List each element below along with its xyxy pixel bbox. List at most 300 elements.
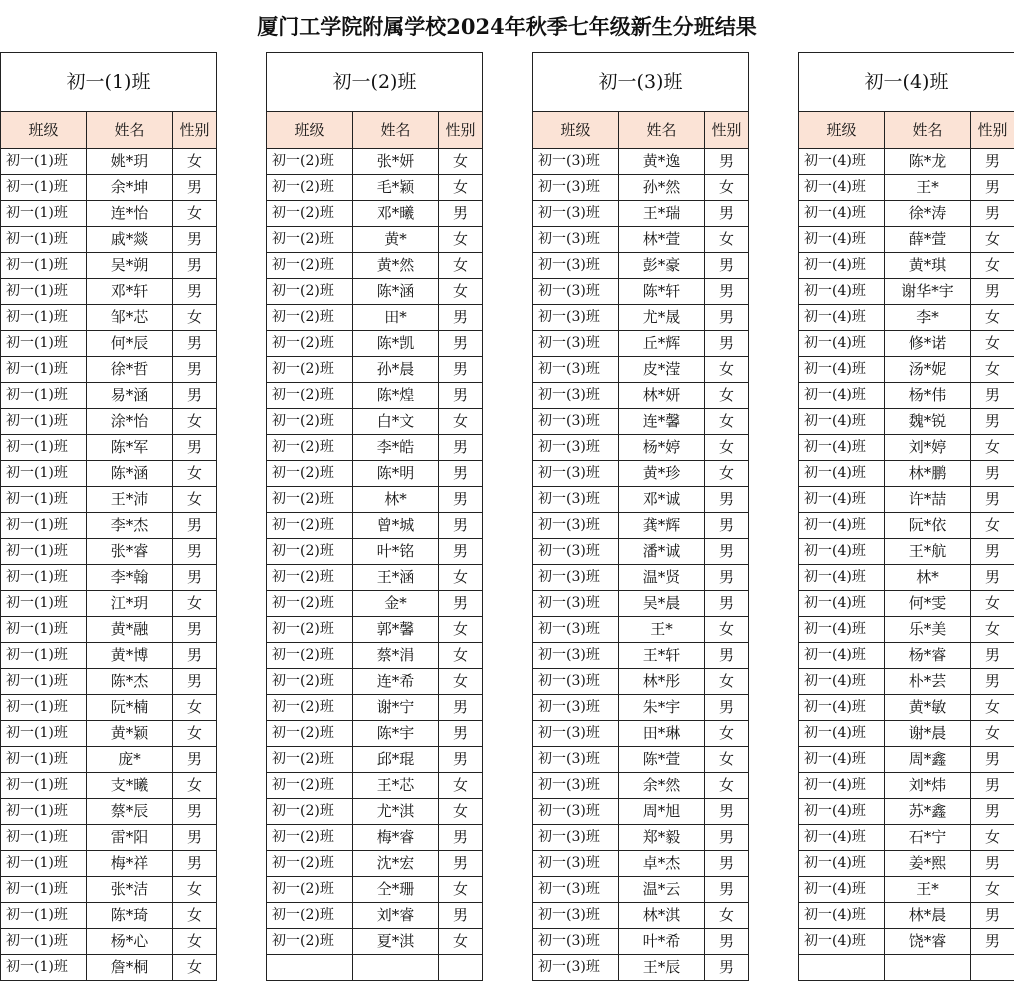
cell-class: 初一(3)班 — [533, 383, 619, 409]
table-row — [1, 331, 217, 357]
cell-class: 初一(4)班 — [799, 903, 885, 929]
table-row — [799, 305, 1014, 331]
cell-class: 初一(1)班 — [1, 149, 87, 175]
table-row — [799, 773, 1014, 799]
cell-class: 初一(4)班 — [799, 617, 885, 643]
cell-gender: 女 — [705, 721, 749, 747]
cell-class: 初一(2)班 — [267, 591, 353, 617]
cell-class: 初一(2)班 — [267, 929, 353, 955]
table-row — [267, 279, 483, 305]
table-row — [267, 149, 483, 175]
cell-gender: 女 — [439, 227, 483, 253]
table-row — [1, 227, 217, 253]
cell-class: 初一(1)班 — [1, 461, 87, 487]
cell-name: 梅*睿 — [353, 825, 439, 851]
cell-gender: 女 — [705, 383, 749, 409]
cell-gender: 男 — [439, 357, 483, 383]
cell-class: 初一(1)班 — [1, 435, 87, 461]
cell-name: 连*希 — [353, 669, 439, 695]
cell-class: 初一(4)班 — [799, 331, 885, 357]
cell-name: 戚*燚 — [87, 227, 173, 253]
cell-class: 初一(2)班 — [267, 643, 353, 669]
table-row — [267, 773, 483, 799]
cell-name: 姚*玥 — [87, 149, 173, 175]
cell-class: 初一(3)班 — [533, 903, 619, 929]
table-row — [799, 461, 1014, 487]
table-row — [799, 955, 1014, 981]
table-row — [799, 929, 1014, 955]
cell-name: 叶*希 — [619, 929, 705, 955]
cell-class: 初一(3)班 — [533, 773, 619, 799]
cell-name: 丘*辉 — [619, 331, 705, 357]
table-row — [533, 253, 749, 279]
table-row — [267, 461, 483, 487]
cell-name: 乐*美 — [885, 617, 971, 643]
cell-gender: 女 — [439, 409, 483, 435]
table-row — [267, 695, 483, 721]
cell-gender: 男 — [439, 487, 483, 513]
cell-name: 林*彤 — [619, 669, 705, 695]
class-table — [798, 52, 1014, 981]
cell-class: 初一(2)班 — [267, 409, 353, 435]
cell-class: 初一(4)班 — [799, 461, 885, 487]
cell-name: 梅*祥 — [87, 851, 173, 877]
cell-gender: 男 — [705, 331, 749, 357]
cell-name: 阮*楠 — [87, 695, 173, 721]
table-row — [267, 721, 483, 747]
table-row — [799, 513, 1014, 539]
cell-name: 连*馨 — [619, 409, 705, 435]
cell-class: 初一(4)班 — [799, 305, 885, 331]
table-row — [799, 877, 1014, 903]
table-row — [1, 461, 217, 487]
cell-name: 林*淇 — [619, 903, 705, 929]
cell-class: 初一(1)班 — [1, 513, 87, 539]
cell-name: 陈*杰 — [87, 669, 173, 695]
cell-class: 初一(3)班 — [533, 279, 619, 305]
column-header-gender: 性别 — [439, 112, 483, 149]
cell-gender: 女 — [173, 201, 217, 227]
cell-name: 孙*晨 — [353, 357, 439, 383]
table-row — [533, 721, 749, 747]
cell-gender: 男 — [173, 565, 217, 591]
cell-class: 初一(3)班 — [533, 825, 619, 851]
cell-class: 初一(3)班 — [533, 721, 619, 747]
table-row — [267, 617, 483, 643]
cell-name: 杨*婷 — [619, 435, 705, 461]
table-row — [1, 409, 217, 435]
cell-name: 沈*宏 — [353, 851, 439, 877]
table-row — [799, 565, 1014, 591]
cell-class: 初一(3)班 — [533, 747, 619, 773]
cell-name: 潘*诚 — [619, 539, 705, 565]
table-row — [1, 643, 217, 669]
column-header-gender: 性别 — [173, 112, 217, 149]
cell-class: 初一(3)班 — [533, 695, 619, 721]
cell-gender: 女 — [439, 799, 483, 825]
cell-class: 初一(2)班 — [267, 695, 353, 721]
table-row — [1, 591, 217, 617]
cell-gender: 男 — [705, 643, 749, 669]
cell-gender: 男 — [439, 721, 483, 747]
table-row — [267, 175, 483, 201]
cell-class: 初一(3)班 — [533, 669, 619, 695]
table-row — [799, 799, 1014, 825]
table-row — [799, 253, 1014, 279]
table-row — [799, 643, 1014, 669]
cell-gender: 男 — [439, 591, 483, 617]
table-row — [799, 851, 1014, 877]
cell-class: 初一(3)班 — [533, 435, 619, 461]
cell-name: 陈*琦 — [87, 903, 173, 929]
cell-class: 初一(3)班 — [533, 955, 619, 981]
column-header-name: 姓名 — [87, 112, 173, 149]
table-row — [1, 435, 217, 461]
cell-class: 初一(4)班 — [799, 149, 885, 175]
cell-class: 初一(2)班 — [267, 851, 353, 877]
cell-name: 陈*涵 — [87, 461, 173, 487]
cell-name: 姜*熙 — [885, 851, 971, 877]
cell-gender: 男 — [705, 851, 749, 877]
cell-name: 李* — [885, 305, 971, 331]
cell-gender: 女 — [173, 903, 217, 929]
cell-class: 初一(4)班 — [799, 877, 885, 903]
cell-gender: 男 — [173, 227, 217, 253]
cell-class: 初一(3)班 — [533, 305, 619, 331]
cell-name: 陈*军 — [87, 435, 173, 461]
table-row — [533, 435, 749, 461]
cell-name: 周*鑫 — [885, 747, 971, 773]
cell-gender: 男 — [439, 461, 483, 487]
cell-name: 邓*轩 — [87, 279, 173, 305]
cell-name: 黄*博 — [87, 643, 173, 669]
cell-name: 詹*桐 — [87, 955, 173, 981]
table-row — [267, 539, 483, 565]
cell-class: 初一(4)班 — [799, 695, 885, 721]
cell-name: 徐*涛 — [885, 201, 971, 227]
cell-gender: 女 — [971, 591, 1014, 617]
cell-name: 易*涵 — [87, 383, 173, 409]
cell-name: 田*琳 — [619, 721, 705, 747]
cell-gender: 女 — [173, 721, 217, 747]
cell-name: 温*贤 — [619, 565, 705, 591]
cell-name: 王*航 — [885, 539, 971, 565]
cell-name: 谢*宁 — [353, 695, 439, 721]
cell-gender: 男 — [439, 201, 483, 227]
cell-gender: 男 — [971, 773, 1014, 799]
cell-name: 黄*敏 — [885, 695, 971, 721]
cell-gender: 女 — [173, 955, 217, 981]
cell-gender: 男 — [173, 617, 217, 643]
column-header-gender: 性别 — [705, 112, 749, 149]
cell-class: 初一(2)班 — [267, 513, 353, 539]
cell-name: 杨*伟 — [885, 383, 971, 409]
cell-name: 何*辰 — [87, 331, 173, 357]
cell-gender: 男 — [173, 747, 217, 773]
cell-gender: 女 — [173, 149, 217, 175]
cell-gender: 男 — [971, 851, 1014, 877]
cell-class: 初一(2)班 — [267, 253, 353, 279]
cell-name: 朱*宇 — [619, 695, 705, 721]
cell-gender: 女 — [971, 513, 1014, 539]
cell-class: 初一(2)班 — [267, 435, 353, 461]
table-row — [799, 487, 1014, 513]
table-row — [1, 539, 217, 565]
cell-name: 仝*珊 — [353, 877, 439, 903]
table-row — [267, 643, 483, 669]
cell-gender: 女 — [705, 617, 749, 643]
column-header-class: 班级 — [1, 112, 87, 149]
table-row — [267, 799, 483, 825]
cell-class: 初一(3)班 — [533, 227, 619, 253]
table-row — [533, 877, 749, 903]
cell-gender: 男 — [173, 357, 217, 383]
class-heading: 初一(2)班 — [267, 53, 483, 112]
cell-name: 王* — [619, 617, 705, 643]
cell-gender: 男 — [705, 201, 749, 227]
cell-name: 彭*豪 — [619, 253, 705, 279]
table-row — [1, 747, 217, 773]
cell-name: 刘*婷 — [885, 435, 971, 461]
cell-name: 何*雯 — [885, 591, 971, 617]
table-row — [1, 175, 217, 201]
cell-class: 初一(1)班 — [1, 721, 87, 747]
table-row — [533, 929, 749, 955]
table-row — [267, 435, 483, 461]
cell-class: 初一(4)班 — [799, 929, 885, 955]
cell-name: 刘*炜 — [885, 773, 971, 799]
table-row — [533, 669, 749, 695]
table-row — [533, 799, 749, 825]
table-row — [1, 799, 217, 825]
cell-class: 初一(1)班 — [1, 279, 87, 305]
cell-class: 初一(2)班 — [267, 747, 353, 773]
cell-gender — [971, 955, 1014, 981]
cell-class: 初一(3)班 — [533, 591, 619, 617]
table-row — [267, 565, 483, 591]
cell-class: 初一(4)班 — [799, 227, 885, 253]
table-row — [533, 175, 749, 201]
cell-name: 林* — [885, 565, 971, 591]
table-row — [1, 877, 217, 903]
cell-name: 王*辰 — [619, 955, 705, 981]
cell-class: 初一(2)班 — [267, 565, 353, 591]
cell-class: 初一(2)班 — [267, 227, 353, 253]
table-row — [533, 305, 749, 331]
cell-class: 初一(2)班 — [267, 149, 353, 175]
cell-gender: 女 — [705, 357, 749, 383]
cell-gender: 男 — [705, 253, 749, 279]
class-heading: 初一(1)班 — [1, 53, 217, 112]
cell-name: 温*云 — [619, 877, 705, 903]
cell-name: 朴*芸 — [885, 669, 971, 695]
cell-name: 余*然 — [619, 773, 705, 799]
cell-gender: 男 — [439, 435, 483, 461]
cell-gender: 男 — [971, 175, 1014, 201]
cell-name: 林* — [353, 487, 439, 513]
cell-name: 薛*萱 — [885, 227, 971, 253]
table-row — [799, 539, 1014, 565]
table-row — [267, 201, 483, 227]
cell-name: 郭*馨 — [353, 617, 439, 643]
cell-class: 初一(3)班 — [533, 565, 619, 591]
cell-class: 初一(4)班 — [799, 825, 885, 851]
cell-name: 王* — [885, 877, 971, 903]
cell-class: 初一(1)班 — [1, 643, 87, 669]
cell-class: 初一(2)班 — [267, 773, 353, 799]
column-header-class: 班级 — [533, 112, 619, 149]
cell-name: 庞* — [87, 747, 173, 773]
cell-name: 许*喆 — [885, 487, 971, 513]
table-row — [1, 851, 217, 877]
cell-gender: 男 — [173, 435, 217, 461]
table-row — [533, 851, 749, 877]
cell-gender: 男 — [971, 903, 1014, 929]
cell-class: 初一(2)班 — [267, 357, 353, 383]
cell-name: 黄*颖 — [87, 721, 173, 747]
table-row — [799, 825, 1014, 851]
cell-class: 初一(3)班 — [533, 539, 619, 565]
cell-class: 初一(1)班 — [1, 851, 87, 877]
cell-class: 初一(2)班 — [267, 331, 353, 357]
cell-name: 陈*萱 — [619, 747, 705, 773]
table-row — [799, 721, 1014, 747]
cell-gender: 男 — [971, 461, 1014, 487]
cell-name: 曾*城 — [353, 513, 439, 539]
cell-gender: 男 — [173, 383, 217, 409]
table-row — [1, 669, 217, 695]
table-row — [1, 305, 217, 331]
table-row — [267, 383, 483, 409]
cell-gender: 女 — [971, 695, 1014, 721]
table-row — [1, 253, 217, 279]
cell-gender: 男 — [971, 747, 1014, 773]
cell-gender: 女 — [705, 461, 749, 487]
column-header-gender: 性别 — [971, 112, 1014, 149]
cell-name: 张*妍 — [353, 149, 439, 175]
cell-name: 邓*曦 — [353, 201, 439, 227]
cell-gender: 男 — [705, 539, 749, 565]
cell-class: 初一(4)班 — [799, 487, 885, 513]
cell-name: 吴*晨 — [619, 591, 705, 617]
cell-gender: 男 — [971, 799, 1014, 825]
table-row — [267, 409, 483, 435]
cell-class: 初一(1)班 — [1, 591, 87, 617]
table-row — [267, 903, 483, 929]
cell-class: 初一(3)班 — [533, 851, 619, 877]
cell-name: 李*皓 — [353, 435, 439, 461]
table-row — [267, 305, 483, 331]
table-row — [533, 643, 749, 669]
cell-gender — [439, 955, 483, 981]
cell-gender: 男 — [173, 825, 217, 851]
cell-class: 初一(2)班 — [267, 461, 353, 487]
table-row — [799, 357, 1014, 383]
cell-class: 初一(2)班 — [267, 279, 353, 305]
cell-class: 初一(3)班 — [533, 357, 619, 383]
cell-gender: 男 — [173, 799, 217, 825]
cell-gender: 男 — [705, 955, 749, 981]
cell-class: 初一(1)班 — [1, 487, 87, 513]
cell-class — [799, 955, 885, 981]
cell-gender: 男 — [705, 513, 749, 539]
table-row — [799, 695, 1014, 721]
table-row — [533, 331, 749, 357]
cell-class: 初一(3)班 — [533, 513, 619, 539]
cell-gender: 女 — [439, 877, 483, 903]
cell-name: 李*翰 — [87, 565, 173, 591]
table-row — [533, 695, 749, 721]
cell-name: 尤*晟 — [619, 305, 705, 331]
table-row — [533, 357, 749, 383]
cell-class: 初一(2)班 — [267, 617, 353, 643]
cell-name: 李*杰 — [87, 513, 173, 539]
cell-name: 余*坤 — [87, 175, 173, 201]
class-heading: 初一(4)班 — [799, 53, 1014, 112]
table-row — [533, 591, 749, 617]
table-row — [1, 565, 217, 591]
cell-class: 初一(1)班 — [1, 955, 87, 981]
cell-gender: 女 — [439, 929, 483, 955]
cell-gender: 男 — [705, 149, 749, 175]
table-row — [799, 149, 1014, 175]
cell-name: 阮*依 — [885, 513, 971, 539]
cell-name: 张*睿 — [87, 539, 173, 565]
cell-class: 初一(3)班 — [533, 253, 619, 279]
column-header-class: 班级 — [799, 112, 885, 149]
cell-gender: 男 — [439, 903, 483, 929]
cell-gender: 女 — [705, 669, 749, 695]
cell-name: 杨*心 — [87, 929, 173, 955]
cell-name: 江*玥 — [87, 591, 173, 617]
table-row — [267, 331, 483, 357]
cell-gender: 女 — [439, 253, 483, 279]
cell-class: 初一(4)班 — [799, 383, 885, 409]
table-row — [1, 825, 217, 851]
class-table — [532, 52, 749, 981]
cell-name: 王*轩 — [619, 643, 705, 669]
cell-name — [885, 955, 971, 981]
cell-name: 支*曦 — [87, 773, 173, 799]
cell-class: 初一(3)班 — [533, 617, 619, 643]
table-row — [799, 591, 1014, 617]
cell-name: 汤*妮 — [885, 357, 971, 383]
cell-class: 初一(1)班 — [1, 773, 87, 799]
cell-gender: 男 — [971, 669, 1014, 695]
table-row — [533, 149, 749, 175]
cell-class: 初一(4)班 — [799, 565, 885, 591]
cell-gender: 男 — [173, 513, 217, 539]
table-row — [1, 617, 217, 643]
cell-name: 周*旭 — [619, 799, 705, 825]
table-row — [533, 903, 749, 929]
cell-gender: 男 — [173, 851, 217, 877]
cell-class: 初一(2)班 — [267, 799, 353, 825]
table-row — [267, 747, 483, 773]
cell-class: 初一(2)班 — [267, 877, 353, 903]
cell-name: 黄*珍 — [619, 461, 705, 487]
cell-gender: 男 — [705, 825, 749, 851]
table-row — [267, 357, 483, 383]
cell-gender: 女 — [439, 279, 483, 305]
cell-name: 夏*淇 — [353, 929, 439, 955]
cell-name: 石*宁 — [885, 825, 971, 851]
table-row — [1, 721, 217, 747]
cell-class: 初一(3)班 — [533, 799, 619, 825]
cell-gender: 男 — [971, 409, 1014, 435]
cell-class: 初一(1)班 — [1, 227, 87, 253]
cell-name: 雷*阳 — [87, 825, 173, 851]
